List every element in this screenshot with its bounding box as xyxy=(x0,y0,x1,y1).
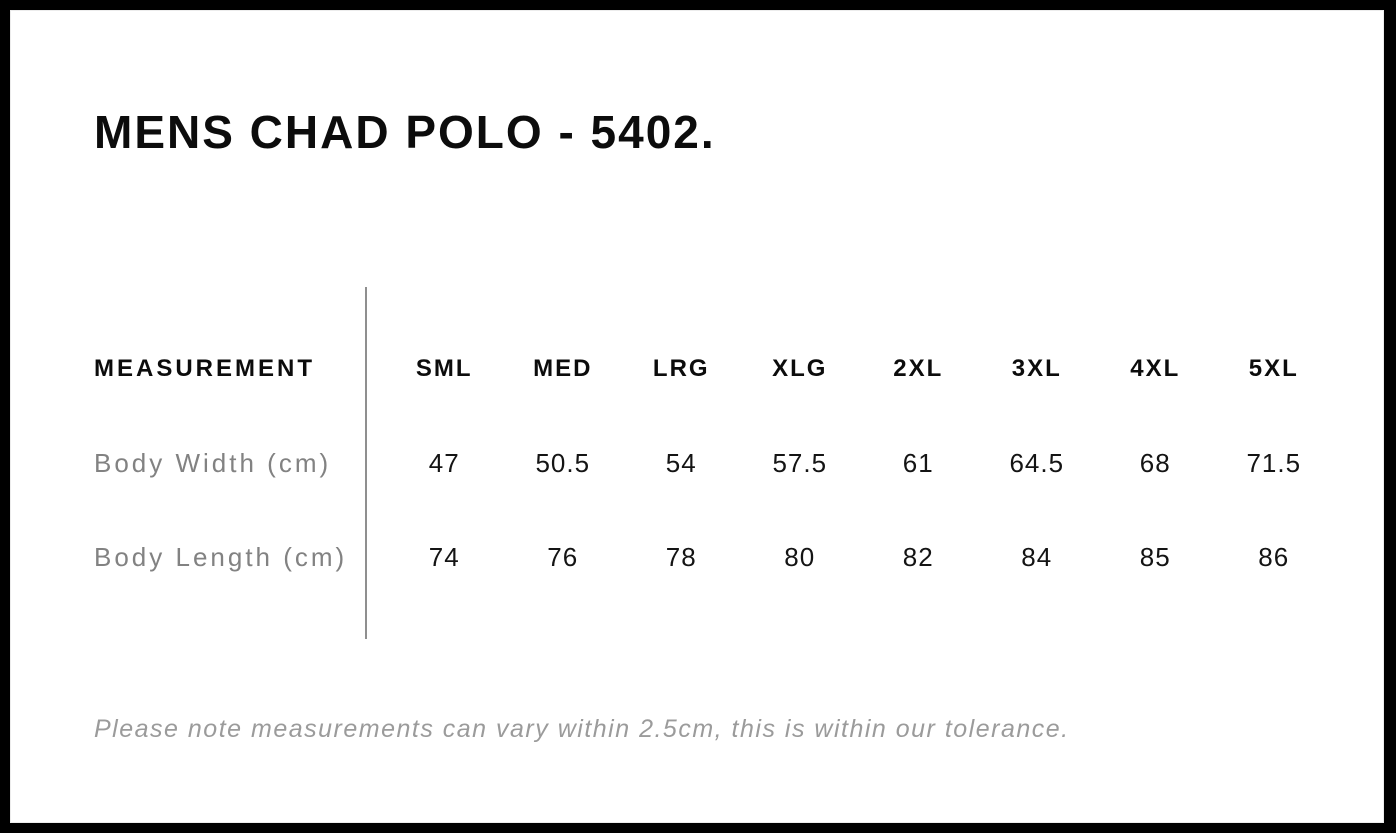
value-cell: 78 xyxy=(665,541,697,572)
value-cell: 50.5 xyxy=(535,447,591,478)
row-label: Body Length (cm) xyxy=(94,541,348,572)
size-header-xlg: XLG xyxy=(772,355,828,382)
value-cell: 86 xyxy=(1258,541,1290,572)
value-cell: 54 xyxy=(665,447,697,478)
value-cell: 76 xyxy=(547,541,579,572)
size-header-med: MED xyxy=(533,355,593,382)
page-title: MENS CHAD POLO - 5402. xyxy=(94,106,716,158)
size-header-sml: SML xyxy=(415,355,473,382)
table-row-body-width xyxy=(94,443,1333,483)
size-header-lrg: LRG xyxy=(652,355,710,382)
table-row-body-length xyxy=(94,537,1333,577)
row-values xyxy=(365,448,1333,479)
row-values xyxy=(365,542,1333,573)
value-cell: 64.5 xyxy=(1009,447,1065,478)
value-cell: 80 xyxy=(784,541,816,572)
row-label: Body Width (cm) xyxy=(94,447,332,478)
size-header-2xl: 2XL xyxy=(893,355,944,382)
measurement-column-header: MEASUREMENT xyxy=(94,355,316,382)
table-header-row xyxy=(94,349,1333,389)
value-cell: 71.5 xyxy=(1246,447,1302,478)
size-header-4xl: 4XL xyxy=(1130,355,1181,382)
value-cell: 84 xyxy=(1021,541,1053,572)
size-header-3xl: 3XL xyxy=(1011,355,1062,382)
size-header-group xyxy=(365,355,1333,383)
size-header-5xl: 5XL xyxy=(1248,355,1299,382)
value-cell: 61 xyxy=(902,447,934,478)
value-cell: 85 xyxy=(1139,541,1171,572)
value-cell: 82 xyxy=(902,541,934,572)
value-cell: 57.5 xyxy=(772,447,828,478)
tolerance-note: Please note measurements can vary within 2.5cm, this is within our tolerance. xyxy=(94,715,1070,743)
value-cell: 47 xyxy=(428,447,460,478)
size-chart-panel xyxy=(10,10,1384,823)
value-cell: 68 xyxy=(1139,447,1171,478)
value-cell: 74 xyxy=(428,541,460,572)
